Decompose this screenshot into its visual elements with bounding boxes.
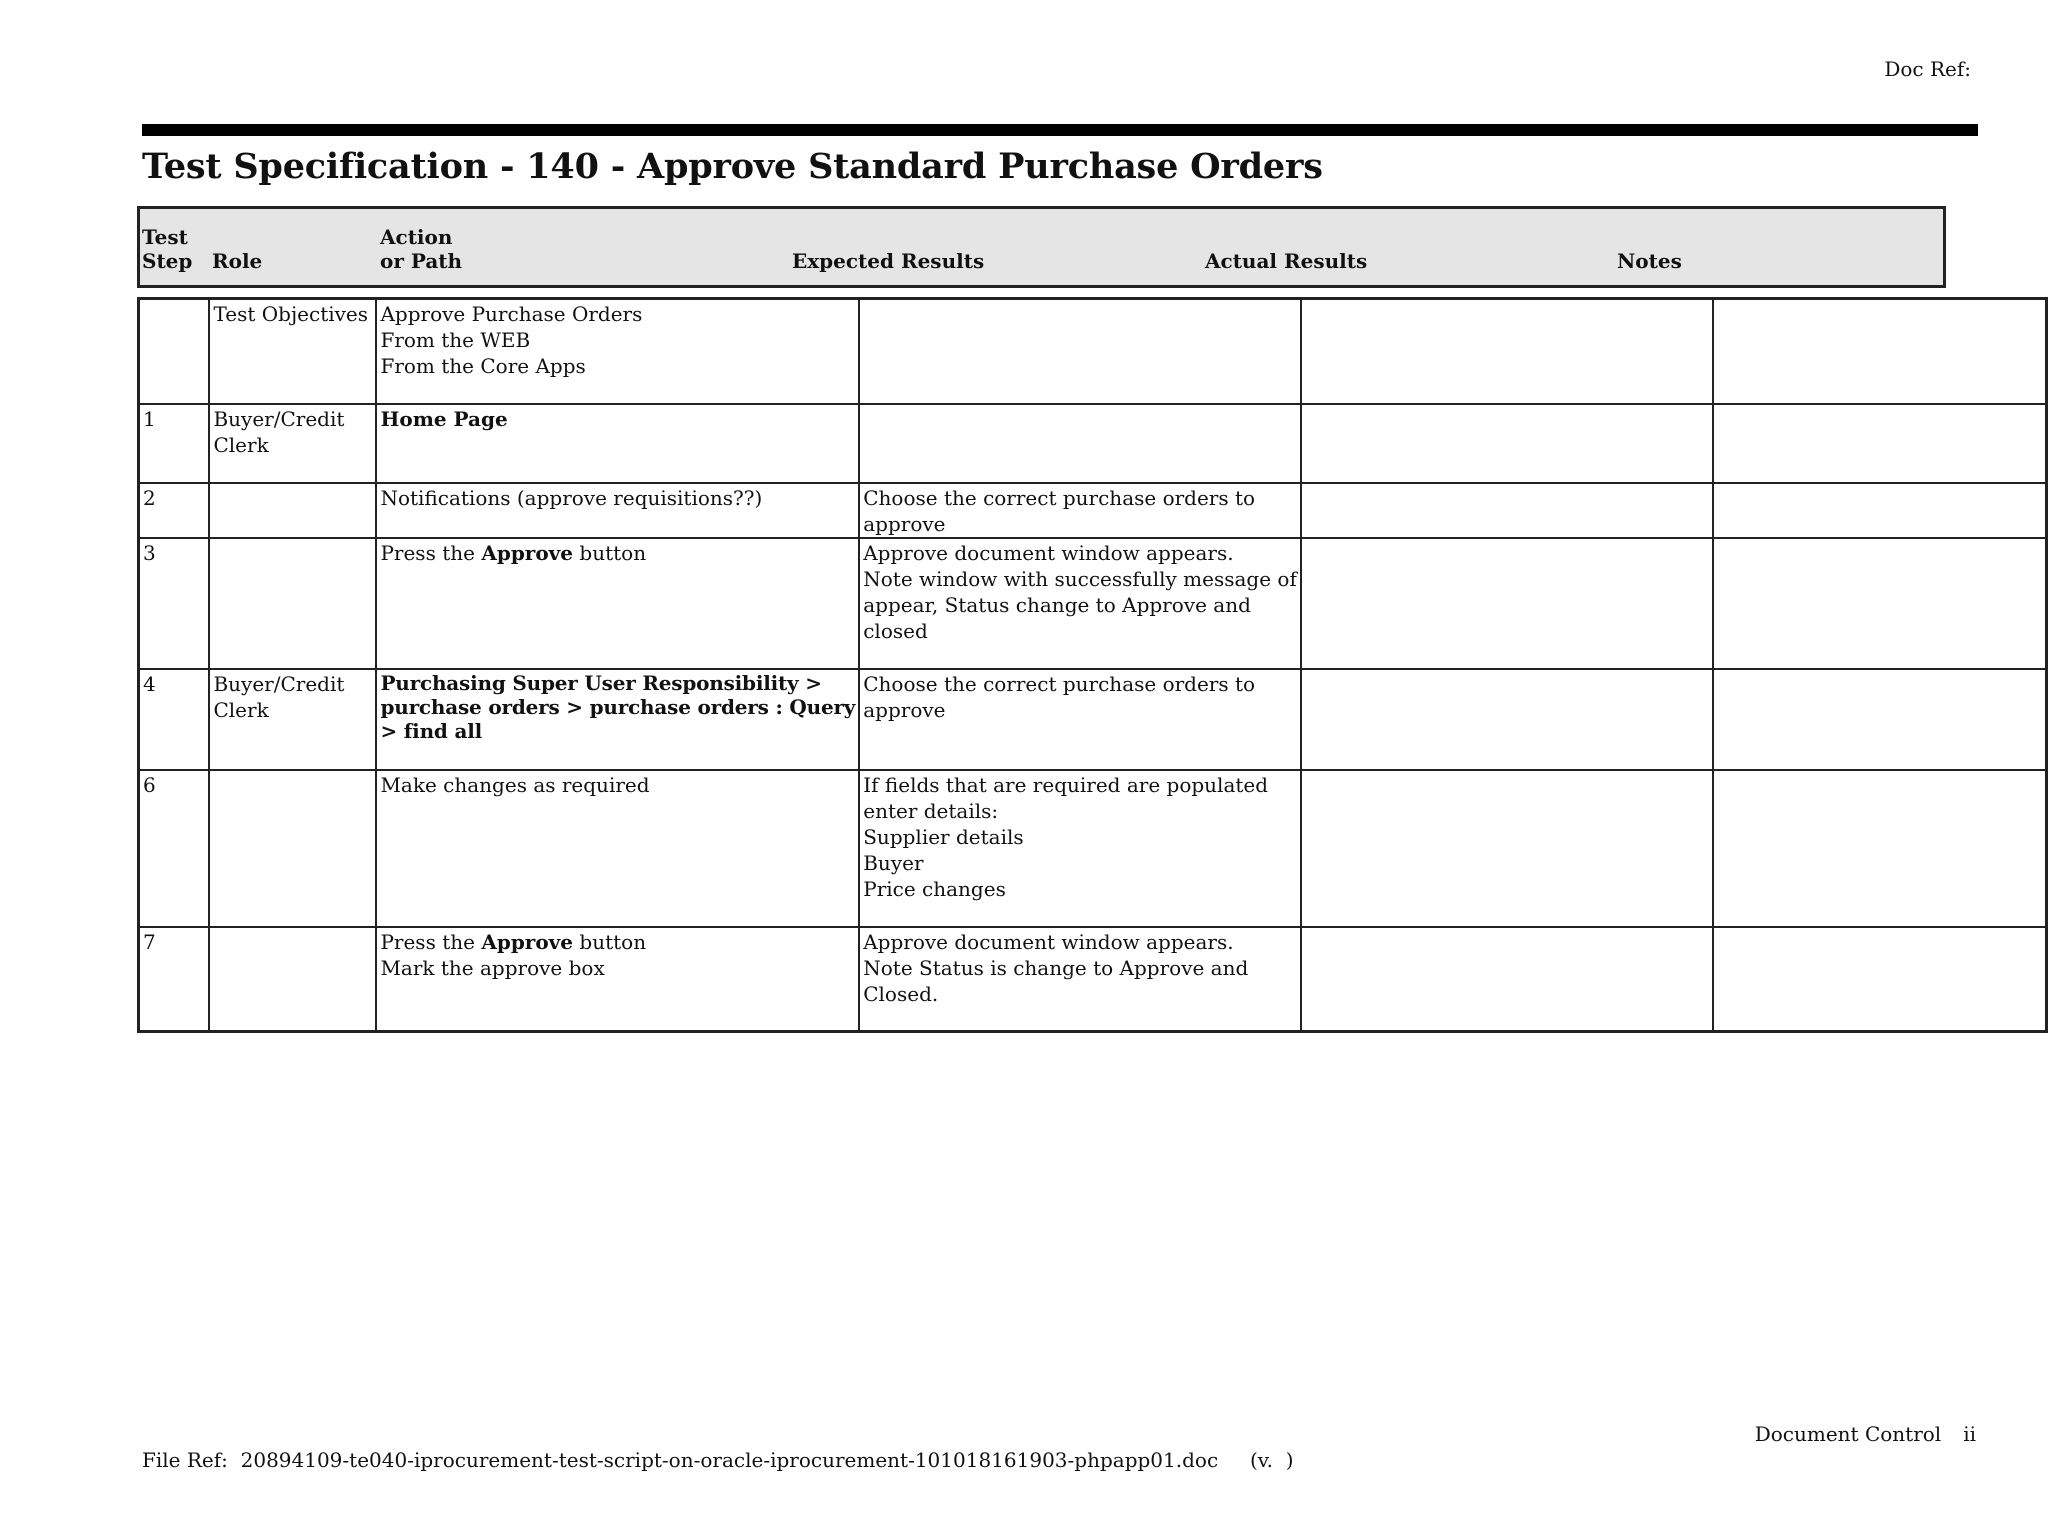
- cell-action: Press the Approve button Mark the approve box: [376, 927, 859, 1032]
- cell-expected: Approve document window appears. Note Status is change to Approve and Closed.: [859, 927, 1301, 1032]
- cell-notes: [1713, 483, 2047, 538]
- table-row: [139, 538, 2047, 669]
- cell-notes: [1713, 669, 2047, 770]
- cell-role: [209, 483, 376, 538]
- cell-notes: [1713, 770, 2047, 927]
- cell-notes: [1713, 927, 2047, 1032]
- cell-action: Purchasing Super User Responsibility > purchase orders > purchase orders : Query > find all: [376, 669, 859, 770]
- cell-expected: Approve document window appears. Note window with successfully message of appear, Status change to Approve and closed: [859, 538, 1301, 669]
- cell-action: Notifications (approve requisitions??): [376, 483, 859, 538]
- cell-step: 7: [139, 927, 210, 1032]
- table-row: [139, 669, 2047, 770]
- cell-role: [209, 927, 376, 1032]
- cell-actual: [1301, 299, 1713, 404]
- cell-expected: If fields that are required are populated enter details: Supplier details Buyer Price changes: [859, 770, 1301, 927]
- table-row: [139, 770, 2047, 927]
- table-row: [139, 404, 2047, 483]
- table-row: [139, 927, 2047, 1032]
- table-header: [137, 206, 1946, 288]
- footer-section-label: Document Control: [1754, 1422, 1942, 1446]
- cell-action: Make changes as required: [376, 770, 859, 927]
- cell-actual: [1301, 404, 1713, 483]
- cell-action: Press the Approve button: [376, 538, 859, 669]
- test-steps-table: [137, 297, 2048, 1033]
- cell-notes: [1713, 538, 2047, 669]
- footer-file-ref: File Ref: 20894109-te040-iprocurement-test-script-on-oracle-iprocurement-101018161903-phpapp01.doc (v. ): [142, 1448, 1294, 1472]
- cell-role: Buyer/Credit Clerk: [209, 404, 376, 483]
- cell-actual: [1301, 770, 1713, 927]
- cell-actual: [1301, 483, 1713, 538]
- cell-role: Test Objectives: [209, 299, 376, 404]
- cell-step: 6: [139, 770, 210, 927]
- doc-ref-label: Doc Ref:: [1884, 57, 1971, 81]
- column-header-test-step: Test Step: [142, 225, 193, 273]
- page-title: Test Specification - 140 - Approve Standard Purchase Orders: [142, 146, 1323, 187]
- cell-actual: [1301, 538, 1713, 669]
- column-header-action: Action or Path: [380, 225, 463, 273]
- title-rule: [142, 124, 1978, 136]
- cell-actual: [1301, 669, 1713, 770]
- table-row: [139, 299, 2047, 404]
- cell-step: 2: [139, 483, 210, 538]
- cell-expected: Choose the correct purchase orders to approve: [859, 669, 1301, 770]
- cell-role: Buyer/Credit Clerk: [209, 669, 376, 770]
- column-header-notes: Notes: [1617, 249, 1682, 273]
- cell-role: [209, 538, 376, 669]
- cell-role: [209, 770, 376, 927]
- column-header-expected-results: Expected Results: [792, 249, 985, 273]
- cell-expected: Choose the correct purchase orders to approve: [859, 483, 1301, 538]
- cell-step: 1: [139, 404, 210, 483]
- cell-step: 4: [139, 669, 210, 770]
- column-header-role: Role: [212, 249, 263, 273]
- cell-expected: [859, 404, 1301, 483]
- footer-section: [1733, 1422, 1976, 1446]
- cell-step: 3: [139, 538, 210, 669]
- cell-action: Approve Purchase Orders From the WEB From the Core Apps: [376, 299, 859, 404]
- page-number: ii: [1963, 1422, 1976, 1446]
- cell-action: Home Page: [376, 404, 859, 483]
- table-row: [139, 483, 2047, 538]
- column-header-actual-results: Actual Results: [1205, 249, 1368, 273]
- cell-step: [139, 299, 210, 404]
- cell-actual: [1301, 927, 1713, 1032]
- cell-notes: [1713, 404, 2047, 483]
- cell-notes: [1713, 299, 2047, 404]
- cell-expected: [859, 299, 1301, 404]
